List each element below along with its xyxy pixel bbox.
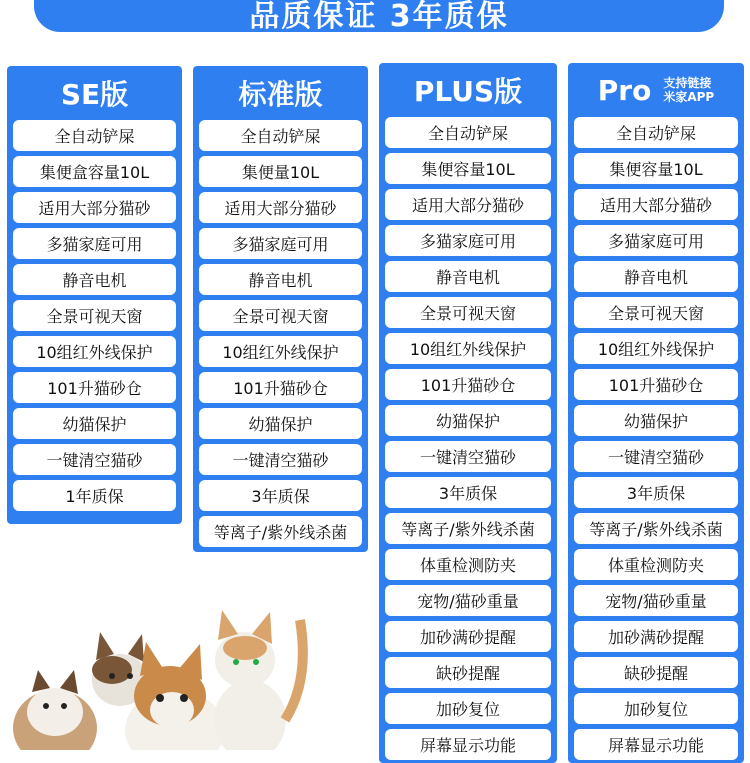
quality-banner [34,0,724,32]
column-title: PLUS版 [413,75,523,108]
feature-list [13,120,176,511]
feature-row: 适用大部分猫砂 [574,189,738,220]
feature-row: 一键清空猫砂 [199,444,362,475]
feature-row: 适用大部分猫砂 [13,192,176,223]
cat-right [214,610,303,750]
feature-row: 宠物/猫砂重量 [385,585,551,616]
feature-row: 一键清空猫砂 [574,441,738,472]
feature-row: 体重检测防夹 [574,549,738,580]
feature-row: 一键清空猫砂 [13,444,176,475]
column-title: SE版 [60,78,129,111]
feature-row: 全景可视天窗 [13,300,176,331]
feature-row: 全自动铲屎 [574,117,738,148]
feature-row: 等离子/紫外线杀菌 [199,516,362,547]
feature-row: 集便容量10L [574,153,738,184]
feature-row: 集便盒容量10L [13,156,176,187]
feature-row: 多猫家庭可用 [574,225,738,256]
column-standard [193,66,368,552]
feature-row: 集便容量10L [385,153,551,184]
feature-row: 加砂满砂提醒 [385,621,551,652]
feature-row: 幼猫保护 [574,405,738,436]
feature-row: 加砂复位 [574,693,738,724]
feature-row: 屏幕显示功能 [385,729,551,760]
feature-row: 101升猫砂仓 [199,372,362,403]
feature-row: 全自动铲屎 [13,120,176,151]
column-header [13,66,176,120]
feature-row: 适用大部分猫砂 [199,192,362,223]
feature-row: 加砂满砂提醒 [574,621,738,652]
feature-row: 屏幕显示功能 [574,729,738,760]
subtitle-line-1: 支持链接 [663,76,712,90]
feature-list [385,117,551,760]
feature-row: 适用大部分猫砂 [385,189,551,220]
column-subtitle [663,76,714,104]
feature-row: 101升猫砂仓 [574,369,738,400]
feature-row: 3年质保 [385,477,551,508]
feature-row: 全自动铲屎 [385,117,551,148]
feature-row: 幼猫保护 [199,408,362,439]
column-pro [568,63,744,763]
feature-row: 等离子/紫外线杀菌 [385,513,551,544]
feature-row: 1年质保 [13,480,176,511]
feature-list [574,117,738,760]
feature-row: 缺砂提醒 [385,657,551,688]
feature-row: 全自动铲屎 [199,120,362,151]
feature-row: 体重检测防夹 [385,549,551,580]
column-plus [379,63,557,763]
feature-row: 3年质保 [199,480,362,511]
column-header [574,63,738,117]
column-title: 标准版 [238,78,323,111]
feature-row: 多猫家庭可用 [13,228,176,259]
feature-list [199,120,362,547]
feature-row: 幼猫保护 [385,405,551,436]
feature-row: 静音电机 [574,261,738,292]
feature-row: 静音电机 [385,261,551,292]
feature-row: 等离子/紫外线杀菌 [574,513,738,544]
feature-row: 加砂复位 [385,693,551,724]
column-header [385,63,551,117]
feature-row: 缺砂提醒 [574,657,738,688]
feature-row: 集便量10L [199,156,362,187]
feature-row: 101升猫砂仓 [13,372,176,403]
feature-row: 一键清空猫砂 [385,441,551,472]
feature-row: 3年质保 [574,477,738,508]
feature-row: 静音电机 [13,264,176,295]
feature-row: 全景可视天窗 [574,297,738,328]
feature-row: 全景可视天窗 [385,297,551,328]
feature-row: 10组红外线保护 [13,336,176,367]
feature-row: 10组红外线保护 [574,333,738,364]
feature-row: 多猫家庭可用 [199,228,362,259]
banner-title: 品质保证 3年质保 [249,0,509,34]
feature-row: 全景可视天窗 [199,300,362,331]
feature-row: 静音电机 [199,264,362,295]
feature-row: 多猫家庭可用 [385,225,551,256]
feature-row: 10组红外线保护 [199,336,362,367]
cats-illustration [0,600,340,750]
column-title: Pro [597,73,652,107]
cat-left [13,670,97,750]
feature-row: 宠物/猫砂重量 [574,585,738,616]
feature-row: 10组红外线保护 [385,333,551,364]
column-se [7,66,182,524]
feature-row: 101升猫砂仓 [385,369,551,400]
subtitle-line-2: 米家APP [663,90,715,104]
feature-row: 幼猫保护 [13,408,176,439]
column-header [199,66,362,120]
